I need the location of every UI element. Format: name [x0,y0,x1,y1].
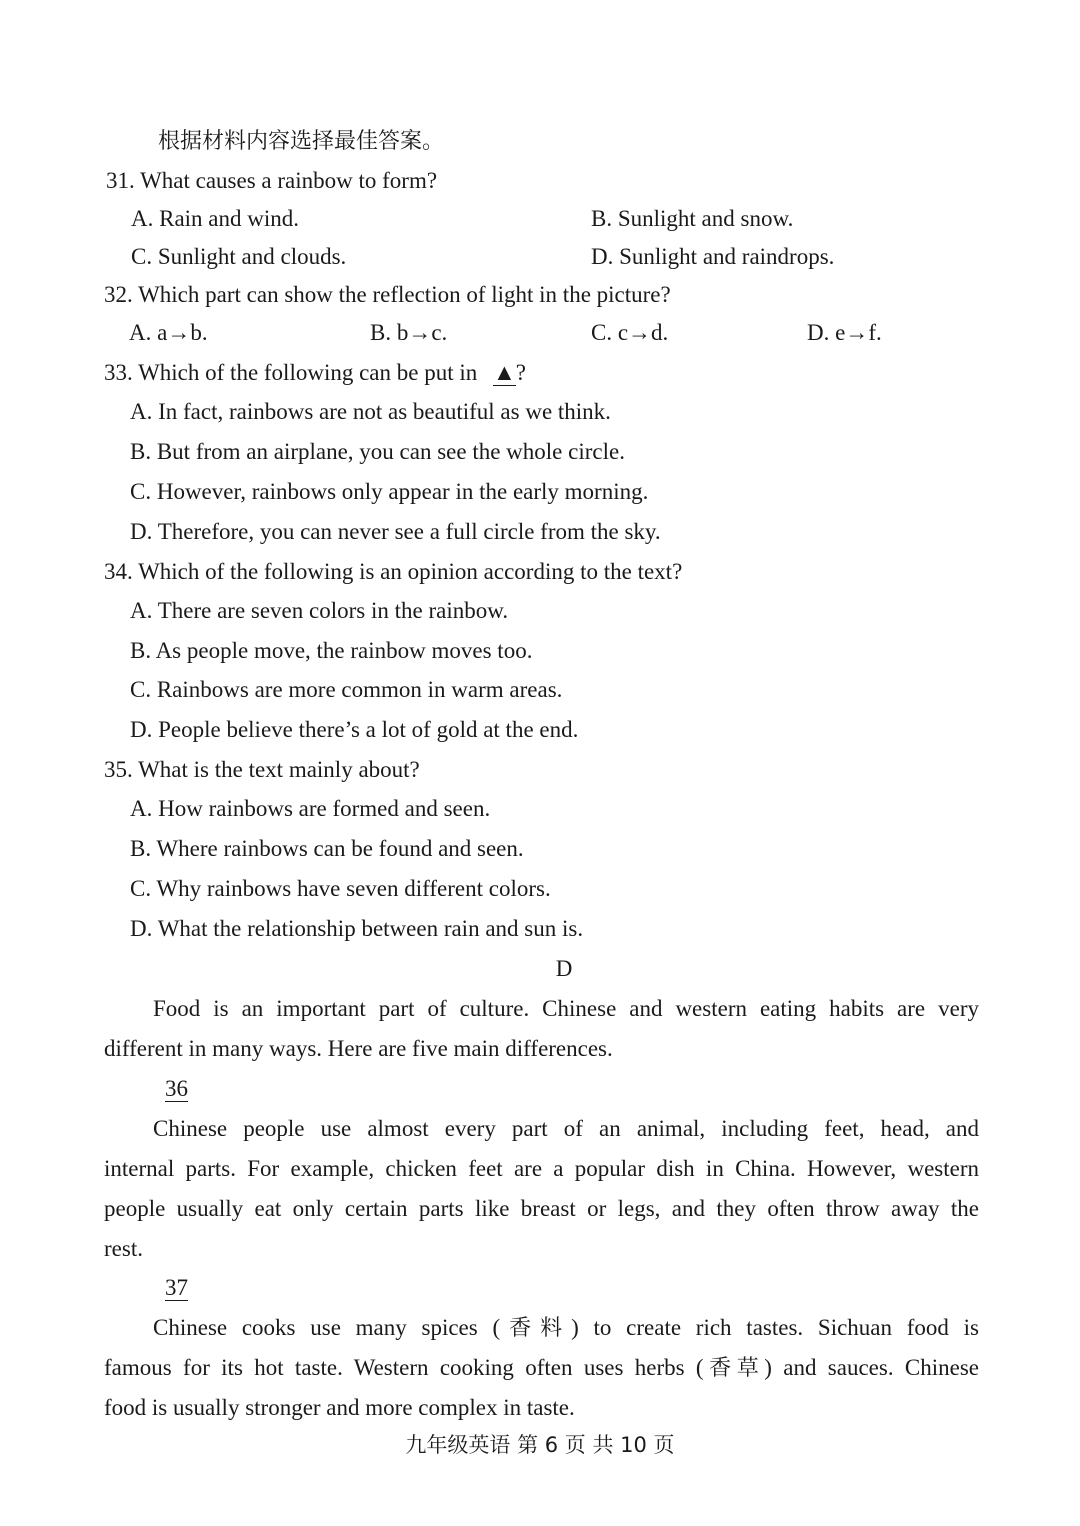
blank-37-line [165,1274,188,1302]
q32-option-c: C. c→d. [591,320,669,345]
q33-stem-line [104,359,526,387]
p2-line-2-cjk: 香草 [703,1356,765,1381]
q33-question-mark: ? [515,360,526,385]
q32-option-b: B. b→c. [370,320,448,345]
p2-line-2-start: famous for its hot taste. Western cooking often uses herbs ( [104,1355,704,1380]
p2-line-3: food is usually stronger and more complex in taste. [104,1395,575,1420]
q31-option-c: C. Sunlight and clouds. [131,244,347,269]
p2-line-2 [104,1354,979,1383]
q33-answer-blank [493,360,516,386]
q35-option-c: C. Why rainbows have seven different colors. [130,876,551,901]
q33-option-b: B. But from an airplane, you can see the whole circle. [130,439,625,464]
q35-option-b: B. Where rainbows can be found and seen. [130,836,524,861]
p2-line-1 [153,1314,979,1343]
blank-36-line [165,1075,188,1103]
q33-stem: 33. Which of the following can be put in [104,360,478,385]
p2-line-2-end: ) and sauces. Chinese [764,1355,979,1380]
intro-line-1: Food is an important part of culture. Chinese and western eating habits are very [153,996,979,1021]
q32-stem: 32. Which part can show the reflection of light in the picture? [104,282,671,307]
page-footer: 九年级英语 第 6 页 共 10 页 [405,1433,675,1457]
q34-option-b: B. As people move, the rainbow moves too. [130,638,533,663]
q34-stem: 34. Which of the following is an opinion according to the text? [104,559,683,584]
q31-option-a: A. Rain and wind. [131,206,300,231]
q31-option-b: B. Sunlight and snow. [591,206,794,231]
q31-stem: 31. What causes a rainbow to form? [106,168,438,193]
p1-line-3: people usually eat only certain parts like breast or legs, and they often throw away the [104,1196,979,1221]
q34-option-c: C. Rainbows are more common in warm areas. [130,677,563,702]
q32-option-d: D. e→f. [807,320,882,345]
blank-37: 37 [165,1275,188,1300]
q31-option-d: D. Sunlight and raindrops. [591,244,835,269]
blank-36: 36 [165,1076,188,1101]
p2-line-1-start: Chinese cooks use many spices ( [153,1315,501,1340]
intro-line-2: different in many ways. Here are five main differences. [104,1036,613,1061]
passage-heading: D [555,956,573,981]
q35-option-a: A. How rainbows are formed and seen. [130,796,491,821]
q33-option-c: C. However, rainbows only appear in the early morning. [130,479,649,504]
q33-option-d: D. Therefore, you can never see a full circle from the sky. [130,519,661,544]
p2-line-1-end: ) to create rich tastes. Sichuan food is [571,1315,979,1340]
p1-line-2: internal parts. For example, chicken feet are a popular dish in China. However, western [104,1156,979,1181]
p2-line-1-cjk: 香料 [500,1316,572,1341]
instruction: 根据材料内容选择最佳答案。 [158,129,445,154]
q33-option-a: A. In fact, rainbows are not as beautiful as we think. [130,399,611,424]
q35-stem: 35. What is the text mainly about? [104,757,420,782]
q35-option-d: D. What the relationship between rain and sun is. [130,916,584,941]
q34-option-d: D. People believe there’s a lot of gold at the end. [130,717,579,742]
p1-line-4: rest. [104,1236,143,1261]
triangle-marker-icon: ▲ [493,360,516,385]
q32-option-a: A. a→b. [129,320,208,345]
q34-option-a: A. There are seven colors in the rainbow. [130,598,509,623]
p1-line-1: Chinese people use almost every part of an animal, including feet, head, and [153,1116,979,1141]
